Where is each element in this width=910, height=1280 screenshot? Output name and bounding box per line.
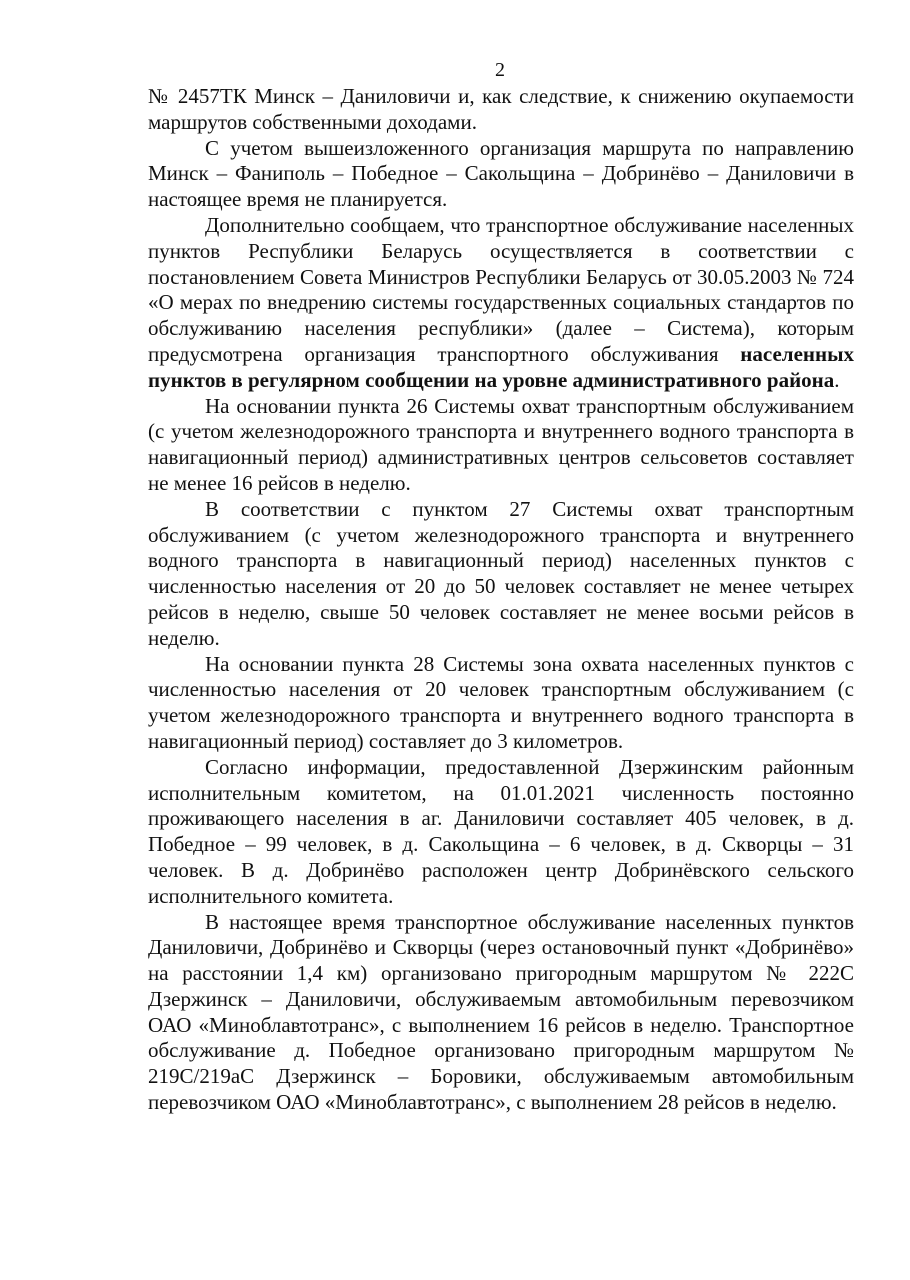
paragraph-additional-info-text: Дополнительно сообщаем, что транспортное обслуживание населенных пунктов Республики Беларусь осуществляется в соответствии с постановлением Совета Министров Республики Беларусь от 30.05.2003 № 724 «О мерах по внедрению системы государственных социальных стандартов по обслуживанию населения республики» (далее – Система), которым предусмотрена организация транспортного обслуживания bbox=[148, 212, 854, 366]
paragraph-route-continuation: № 2457ТК Минск – Даниловичи и, как следствие, к снижению окупаемости маршрутов собственными доходами. bbox=[148, 84, 854, 134]
paragraph-additional-info-end: . bbox=[834, 367, 840, 392]
paragraph-additional-info bbox=[148, 213, 854, 394]
page-number: 2 bbox=[495, 59, 505, 81]
paragraph-route-not-planned: С учетом вышеизложенного организация маршрута по направлению Минск – Фаниполь – Победное – Сакольщина – Добринёво – Даниловичи в настоящее время не планируется. bbox=[148, 135, 854, 212]
letter-body bbox=[148, 84, 854, 1116]
paragraph-current-service: В настоящее время транспортное обслуживание населенных пунктов Даниловичи, Добринёво и Скворцы (через остановочный пункт «Добринёво» на расстоянии 1,4 км) организовано пригородным маршрутом № 222С Дзержинск – Даниловичи, обслуживаемым автомобильным перевозчиком ОАО «Миноблавтотранс», с выполнением 16 рейсов в неделю. Транспортное обслуживание д. Победное организовано пригородным маршрутом № 219С/219аС Дзержинск – Боровики, обслуживаемым автомобильным перевозчиком ОАО «Миноблавтотранс», с выполнением 28 рейсов в неделю. bbox=[148, 909, 854, 1115]
paragraph-point-26: На основании пункта 26 Системы охват транспортным обслуживанием (с учетом железнодорожного транспорта и внутреннего водного транспорта в навигационный период) административных центров сельсоветов составляет не менее 16 рейсов в неделю. bbox=[148, 393, 854, 495]
paragraph-point-28: На основании пункта 28 Системы зона охвата населенных пунктов с численностью населения от 20 человек транспортным обслуживанием (с учетом железнодорожного транспорта и внутреннего водного транспорта в навигационный период) составляет до 3 километров. bbox=[148, 651, 854, 753]
paragraph-additional-info-bold: населенных пунктов в регулярном сообщении на уровне административного района bbox=[148, 341, 854, 392]
paragraph-population: Согласно информации, предоставленной Дзержинским районным исполнительным комитетом, на 01.01.2021 численность постоянно проживающего населения в аг. Даниловичи составляет 405 человек, в д. Победное – 99 человек, в д. Сакольщина – 6 человек, в д. Скворцы – 31 человек. В д. Добринёво расположен центр Добринёвского сельского исполнительного комитета. bbox=[148, 754, 854, 908]
paragraph-point-27: В соответствии с пунктом 27 Системы охват транспортным обслуживанием (с учетом железнодорожного транспорта и внутреннего водного транспорта в навигационный период) населенных пунктов с численностью населения от 20 до 50 человек составляет не менее четырех рейсов в неделю, свыше 50 человек составляет не менее восьми рейсов в неделю. bbox=[148, 496, 854, 650]
